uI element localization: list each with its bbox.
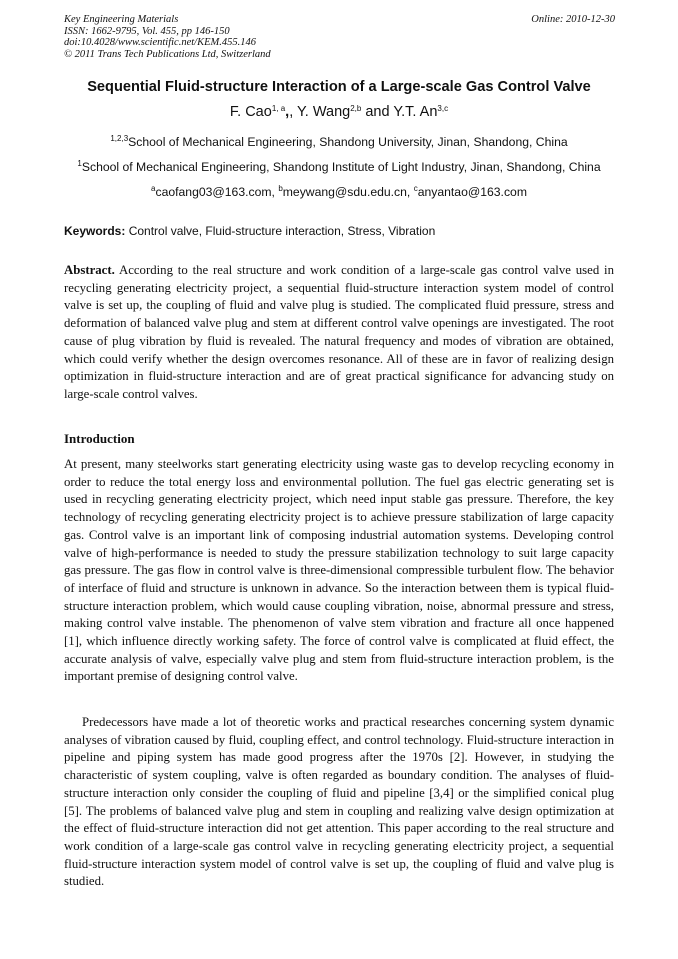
email-marker: b xyxy=(278,184,283,193)
author-name: Y.T. An xyxy=(393,104,438,120)
email-marker: a xyxy=(151,184,156,193)
author-name: F. Cao xyxy=(229,104,272,120)
author-separator: , xyxy=(289,104,297,120)
email-line xyxy=(0,185,678,199)
author-line xyxy=(0,104,678,120)
affiliation-2 xyxy=(0,160,678,174)
affiliation-marker: 1 xyxy=(77,159,82,168)
author-name: Y. Wang xyxy=(297,104,351,120)
section-heading-introduction: Introduction xyxy=(64,431,135,446)
journal-header xyxy=(64,14,271,60)
issn-line: ISSN: 1662-9795, Vol. 455, pp 146-150 xyxy=(64,25,230,37)
email-address: anyantao@163.com xyxy=(417,185,527,199)
introduction-paragraph-2: Predecessors have made a lot of theoretic works and practical researches concerning system dynamic analyses of vibration caused by fluid, coupling effect, and control technology. Fluid-structure interaction in pipeline and piping system has made good progress after the 1970s [2]. However, in studying the characteristic of system coupling, valve is often regarded as boundary condition. The analyses of fluid-structure interaction only consider the coupling of fluid and pipeline [3,4] or the simplified conical plug [5]. The problems of balanced valve plug and stem in coupling and realizing valve design optimization at the effect of fluid-structure interaction did not get attention. This paper according to the real structure and work condition of a large-scale gas control valve in recycling generating electricity project, a sequential fluid-structure interaction system model of control valve is set up, the coupling of fluid and valve plug is studied. xyxy=(64,715,614,889)
author-separator: , xyxy=(285,104,290,120)
affiliation-text: School of Mechanical Engineering, Shandong University, Jinan, Shandong, China xyxy=(128,135,568,149)
keywords xyxy=(64,224,435,238)
affiliation-1 xyxy=(0,135,678,149)
email-address: meywang@sdu.edu.cn, xyxy=(282,185,414,199)
author-affiliation-marker: 3,c xyxy=(437,104,449,113)
author-affiliation-marker: 2,b xyxy=(350,104,362,113)
online-date: Online: 2010-12-30 xyxy=(531,14,615,25)
paper-title: Sequential Fluid-structure Interaction of a Large-scale Gas Control Valve xyxy=(87,79,591,95)
keywords-label: Keywords: xyxy=(64,224,126,238)
doi-line: doi:10.4028/www.scientific.net/KEM.455.146 xyxy=(64,37,256,48)
journal-name: Key Engineering Materials xyxy=(64,14,179,25)
email-marker: c xyxy=(413,184,418,193)
introduction-paragraph-1: At present, many steelworks start generating electricity using waste gas to develop recycling economy in order to reduce the total energy loss and environmental pollution. The fuel gas electric generating set is used in recycling generating electricity project, which need input stable gas pressure. Therefore, the key technology of recycling generating electricity project is to achieve pressure stabilization of large capacity gas. Control valve is an important link of composing industrial automation systems. Developing control valve of high-performance is needed to study the pressure stabilization technology to suit large capacity gas pressure. The gas flow in control valve is three-dimensional compressible turbulent flow. The behavior of interface of fluid and structure is unknown in advance. So the interaction between them is typical fluid-structure interaction problem, which would cause coupling vibration, noise, abnormal pressure and stress, making control valve instable. The phenomenon of valve stem vibration and fracture all once happened [1], which influence directly working safety. The force of control valve is complicated at fluid effect, the accurate analysis of valve, especially valve plug and stem from fluid-structure interaction problem, is the important premise of designing control valve. xyxy=(64,457,614,684)
abstract-label: Abstract. xyxy=(64,263,115,277)
affiliation-text: School of Mechanical Engineering, Shandong Institute of Light Industry, Jinan, Shandong, China xyxy=(81,160,601,174)
abstract xyxy=(64,262,614,404)
abstract-text: According to the real structure and work condition of a large-scale gas control valve used in recycling generating electricity project, a sequential fluid-structure interaction system model of control valve is set up, the coupling of fluid and valve plug is studied. The complicated fluid pressure, stress and deformation of balanced valve plug and stem at different control valve openings are investigated. The root cause of plug vibration by fluid is revealed. The natural frequency and modes of vibration are obtained, which could verify whether the design overcomes resonance. All of these are in favor of realizing design optimization in fluid-structure interaction and are of great practical significance for advancing study on large-scale control valves. xyxy=(64,263,614,401)
affiliation-marker: 1,2,3 xyxy=(110,134,129,143)
author-affiliation-marker: 1, a xyxy=(271,104,286,113)
keywords-text: Control valve, Fluid-structure interaction, Stress, Vibration xyxy=(125,224,436,238)
author-separator: and xyxy=(361,104,394,120)
copyright-line: © 2011 Trans Tech Publications Ltd, Switzerland xyxy=(64,48,271,60)
email-address: caofang03@163.com, xyxy=(155,185,279,199)
